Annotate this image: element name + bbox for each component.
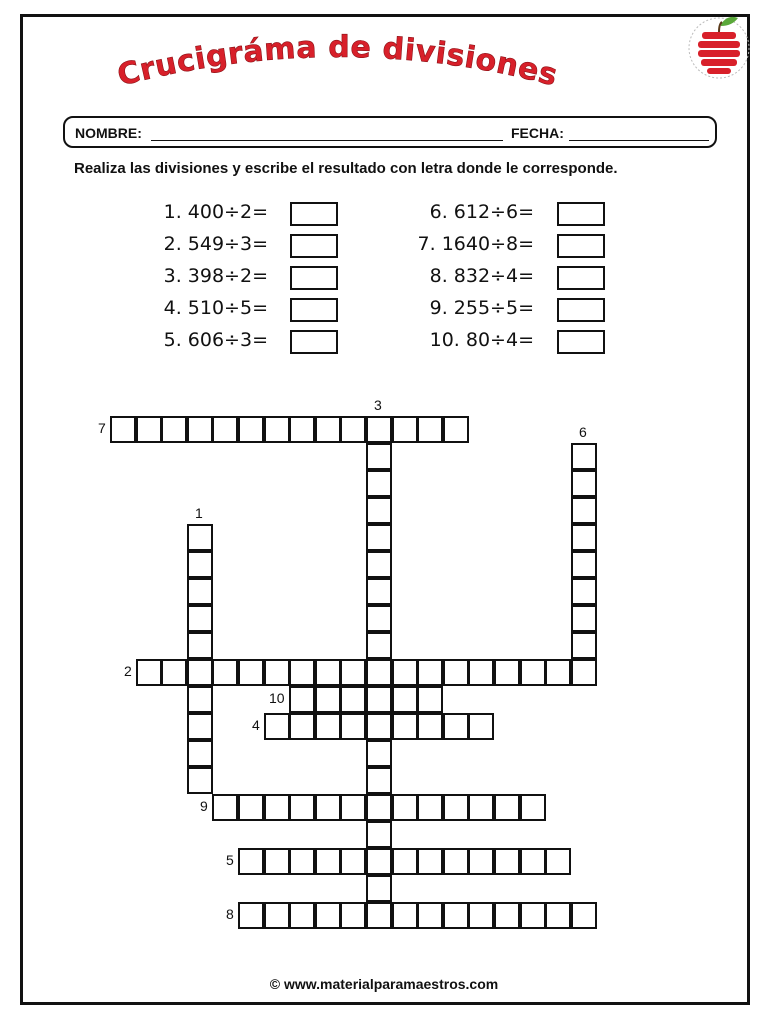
grid-cell[interactable] [443,848,469,875]
grid-cell[interactable] [571,497,597,524]
grid-cell[interactable] [366,848,392,875]
clue-number-3: 3 [374,397,382,413]
grid-cell[interactable] [520,848,546,875]
grid-cell[interactable] [212,659,238,686]
clue-number-1: 1 [195,505,203,521]
grid-cell[interactable] [238,659,264,686]
grid-cell[interactable] [417,686,443,713]
grid-cell[interactable] [366,659,392,686]
grid-cell[interactable] [366,821,392,848]
grid-cell[interactable] [366,443,392,470]
grid-cell[interactable] [366,497,392,524]
grid-cell[interactable] [289,848,315,875]
footer-credit: © www.materialparamaestros.com [269,976,499,992]
grid-cell[interactable] [520,659,546,686]
answer-box-8[interactable] [557,266,605,290]
problem-8: 8. 832÷4= [429,265,534,287]
grid-cell[interactable] [520,794,546,821]
grid-cell[interactable] [417,659,443,686]
title-text: Crucigráma de divisiones [113,29,562,94]
grid-cell[interactable] [187,416,213,443]
clue-number-10: 10 [269,690,285,706]
grid-cell[interactable] [366,713,392,740]
grid-cell[interactable] [340,686,366,713]
name-label: NOMBRE: [75,125,142,141]
grid-cell[interactable] [571,902,597,929]
grid-cell[interactable] [545,902,571,929]
grid-cell[interactable] [392,794,418,821]
grid-cell[interactable] [264,713,290,740]
clue-number-2: 2 [124,663,132,679]
grid-cell[interactable] [494,794,520,821]
grid-cell[interactable] [264,416,290,443]
grid-cell[interactable] [289,686,315,713]
grid-cell[interactable] [212,416,238,443]
grid-cell[interactable] [443,794,469,821]
instructions: Realiza las divisiones y escribe el resultado con letra donde le corresponde. [74,160,618,177]
worksheet-title [0,0,768,110]
grid-cell[interactable] [161,659,187,686]
grid-cell[interactable] [366,551,392,578]
grid-cell[interactable] [392,659,418,686]
grid-cell[interactable] [366,875,392,902]
grid-cell[interactable] [366,470,392,497]
grid-cell[interactable] [392,416,418,443]
grid-cell[interactable] [315,848,341,875]
grid-cell[interactable] [520,902,546,929]
grid-cell[interactable] [238,794,264,821]
answer-box-10[interactable] [557,330,605,354]
clue-number-9: 9 [200,798,208,814]
grid-cell[interactable] [366,794,392,821]
grid-cell[interactable] [443,416,469,443]
grid-cell[interactable] [315,902,341,929]
grid-cell[interactable] [187,659,213,686]
grid-cell[interactable] [443,659,469,686]
grid-cell[interactable] [571,524,597,551]
problem-6: 6. 612÷6= [429,201,534,223]
grid-cell[interactable] [545,848,571,875]
grid-cell[interactable] [340,713,366,740]
grid-cell[interactable] [136,659,162,686]
grid-cell[interactable] [289,659,315,686]
grid-cell[interactable] [187,767,213,794]
grid-cell[interactable] [392,686,418,713]
grid-cell[interactable] [443,902,469,929]
grid-cell[interactable] [264,794,290,821]
clue-number-8: 8 [226,906,234,922]
grid-cell[interactable] [545,659,571,686]
problem-2: 2. 549÷3= [163,233,268,255]
grid-cell[interactable] [366,767,392,794]
grid-cell[interactable] [366,578,392,605]
grid-cell[interactable] [468,902,494,929]
grid-cell[interactable] [468,848,494,875]
grid-cell[interactable] [315,416,341,443]
grid-cell[interactable] [571,551,597,578]
grid-cell[interactable] [366,686,392,713]
grid-cell[interactable] [289,416,315,443]
grid-cell[interactable] [238,848,264,875]
grid-cell[interactable] [494,848,520,875]
problem-3: 3. 398÷2= [163,265,268,287]
problem-9: 9. 255÷5= [429,297,534,319]
grid-cell[interactable] [264,659,290,686]
grid-cell[interactable] [571,659,597,686]
grid-cell[interactable] [366,605,392,632]
grid-cell[interactable] [187,713,213,740]
grid-cell[interactable] [366,632,392,659]
problem-5: 5. 606÷3= [163,329,268,351]
answer-box-1[interactable] [290,202,338,226]
grid-cell[interactable] [468,794,494,821]
grid-cell[interactable] [110,416,136,443]
grid-cell[interactable] [571,443,597,470]
answer-box-7[interactable] [557,234,605,258]
grid-cell[interactable] [187,686,213,713]
grid-cell[interactable] [340,848,366,875]
answer-box-6[interactable] [557,202,605,226]
grid-cell[interactable] [315,713,341,740]
grid-cell[interactable] [187,524,213,551]
grid-cell[interactable] [494,659,520,686]
answer-box-3[interactable] [290,266,338,290]
grid-cell[interactable] [392,902,418,929]
grid-cell[interactable] [468,713,494,740]
clue-number-6: 6 [579,424,587,440]
grid-cell[interactable] [417,416,443,443]
problem-4: 4. 510÷5= [163,297,268,319]
grid-cell[interactable] [289,794,315,821]
grid-cell[interactable] [468,659,494,686]
grid-cell[interactable] [289,713,315,740]
grid-cell[interactable] [571,578,597,605]
clue-number-7: 7 [98,420,106,436]
grid-cell[interactable] [212,794,238,821]
grid-cell[interactable] [392,713,418,740]
answer-box-9[interactable] [557,298,605,322]
grid-cell[interactable] [366,524,392,551]
grid-cell[interactable] [161,416,187,443]
grid-cell[interactable] [315,659,341,686]
grid-cell[interactable] [417,848,443,875]
name-field[interactable] [151,140,503,141]
grid-cell[interactable] [571,632,597,659]
answer-box-4[interactable] [290,298,338,322]
grid-cell[interactable] [417,713,443,740]
grid-cell[interactable] [571,605,597,632]
grid-cell[interactable] [366,416,392,443]
grid-cell[interactable] [289,902,315,929]
grid-cell[interactable] [366,902,392,929]
problem-1: 1. 400÷2= [163,201,268,223]
date-field[interactable] [569,140,709,141]
apple-logo-icon [688,10,750,80]
grid-cell[interactable] [340,902,366,929]
grid-cell[interactable] [571,470,597,497]
student-info-box [63,116,717,148]
grid-cell[interactable] [238,416,264,443]
grid-cell[interactable] [264,902,290,929]
grid-cell[interactable] [315,794,341,821]
problem-7: 7. 1640÷8= [417,233,534,255]
grid-cell[interactable] [417,794,443,821]
grid-cell[interactable] [494,902,520,929]
clue-number-5: 5 [226,852,234,868]
grid-cell[interactable] [417,902,443,929]
grid-cell[interactable] [366,740,392,767]
grid-cell[interactable] [392,848,418,875]
grid-cell[interactable] [238,902,264,929]
grid-cell[interactable] [187,578,213,605]
clue-number-4: 4 [252,717,260,733]
grid-cell[interactable] [443,713,469,740]
svg-text:Crucigráma de divisiones [114,30,561,94]
grid-cell[interactable] [340,794,366,821]
grid-cell[interactable] [187,740,213,767]
grid-cell[interactable] [136,416,162,443]
grid-cell[interactable] [264,848,290,875]
grid-cell[interactable] [315,686,341,713]
grid-cell[interactable] [187,605,213,632]
date-label: FECHA: [511,125,564,141]
grid-cell[interactable] [187,632,213,659]
problem-10: 10. 80÷4= [429,329,534,351]
grid-cell[interactable] [187,551,213,578]
grid-cell[interactable] [340,659,366,686]
grid-cell[interactable] [340,416,366,443]
answer-box-2[interactable] [290,234,338,258]
answer-box-5[interactable] [290,330,338,354]
